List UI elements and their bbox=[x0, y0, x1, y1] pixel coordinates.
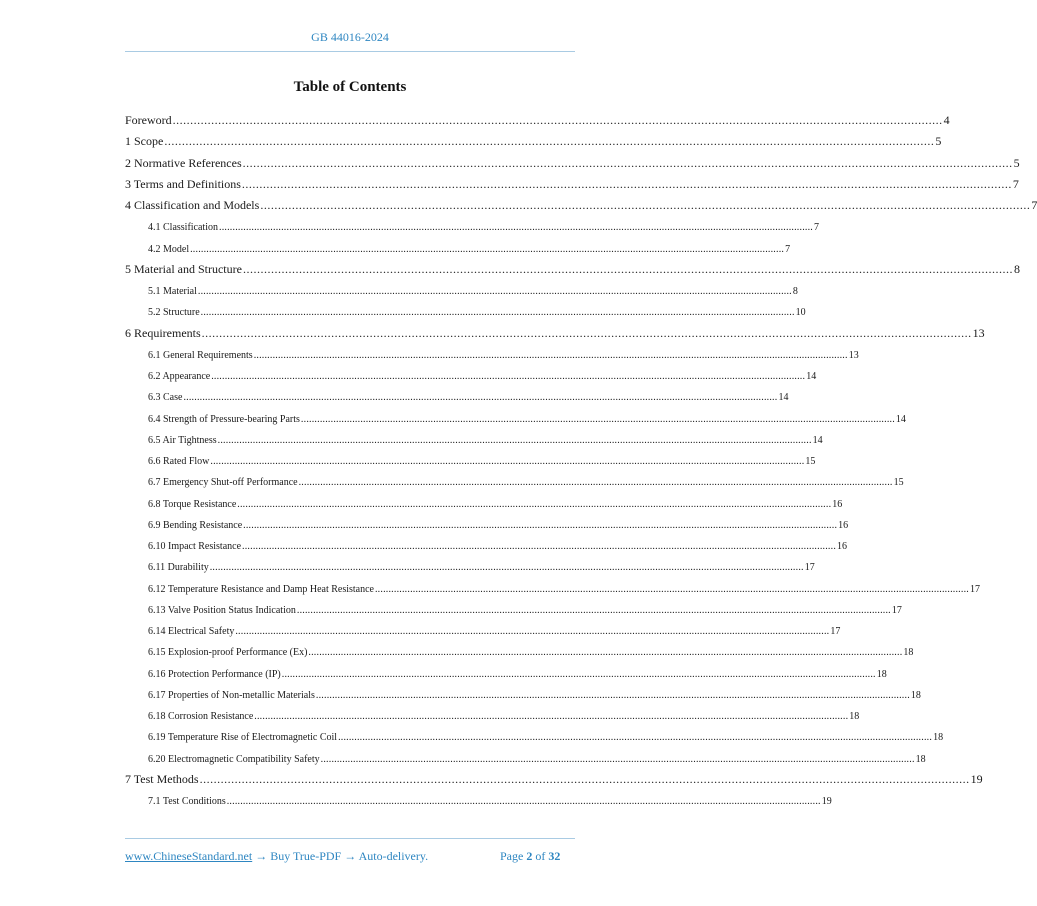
toc-entry-page: 4 bbox=[943, 113, 950, 127]
toc-leader-dots: ............................................................................................................................................................................................................................ bbox=[243, 519, 838, 531]
toc-entry-title: 4.1 Classification bbox=[148, 222, 218, 234]
footer-divider bbox=[125, 838, 575, 839]
page-indicator bbox=[500, 849, 560, 864]
toc-section-entry[interactable] bbox=[125, 771, 983, 787]
toc-entry-title: 6.9 Bending Resistance bbox=[148, 519, 243, 531]
toc-subsection-entry[interactable] bbox=[148, 477, 904, 489]
toc-entry-title: 6.14 Electrical Safety bbox=[148, 626, 235, 637]
toc-subsection-entry[interactable] bbox=[148, 604, 902, 617]
toc-entry-page: 14 bbox=[895, 413, 906, 425]
toc-leader-dots: ............................................................................................................................................................................................................................ bbox=[338, 732, 933, 744]
footer-promo bbox=[125, 849, 428, 864]
toc-subsection-entry[interactable] bbox=[148, 413, 906, 426]
toc-entry-page: 5 bbox=[935, 134, 942, 149]
toc-subsection-entry[interactable] bbox=[148, 349, 859, 362]
toc-entry-title: 6.10 Impact Resistance bbox=[148, 541, 242, 552]
toc-leader-dots: ............................................................................................................................................................................................................................ bbox=[190, 243, 785, 255]
toc-leader-dots: ............................................................................................................................................................................................................................ bbox=[315, 689, 910, 701]
toc-entry-page: 16 bbox=[832, 498, 843, 510]
toc-entry-page: 14 bbox=[806, 371, 817, 382]
toc-leader-dots: ............................................................................................................................................................................................................................ bbox=[298, 477, 893, 489]
toc-entry-page: 7 bbox=[785, 243, 791, 255]
toc-leader-dots: ............................................................................................................................................................................................................................ bbox=[183, 392, 778, 404]
toc-entry-page: 17 bbox=[830, 626, 841, 637]
toc-entry-page: 7 bbox=[814, 222, 819, 234]
promo-text: → Buy True-PDF → Auto-delivery. bbox=[252, 849, 429, 863]
toc-entry-page: 15 bbox=[893, 477, 904, 489]
toc-subsection-entry[interactable] bbox=[148, 541, 848, 553]
toc-leader-dots: ............................................................................................................................................................................................................................ bbox=[308, 647, 903, 659]
toc-entry-page: 7 bbox=[1031, 198, 1037, 212]
toc-entry-title: 6.11 Durability bbox=[148, 562, 209, 574]
toc-leader-dots: ............................................................................................................................................................................................................................ bbox=[226, 796, 821, 807]
toc-entry-page: 15 bbox=[805, 456, 816, 467]
toc-entry-title: 7 Test Methods bbox=[125, 771, 199, 786]
toc-section-entry[interactable] bbox=[125, 176, 1019, 192]
toc-entry-title: 6.15 Explosion-proof Performance (Ex) bbox=[148, 647, 308, 659]
toc-leader-dots: ............................................................................................................................................................................................................................ bbox=[320, 753, 915, 765]
toc-entry-page: 17 bbox=[891, 604, 902, 616]
toc-leader-dots: ............................................................................................................................................................................................................................ bbox=[242, 261, 1013, 276]
toc-entry-title: 6.2 Appearance bbox=[148, 371, 211, 382]
toc-entry-title: 2 Normative References bbox=[125, 155, 242, 170]
toc-entry-page: 18 bbox=[915, 753, 926, 765]
toc-leader-dots: ............................................................................................................................................................................................................................ bbox=[211, 371, 806, 382]
toc-entry-title: 6.7 Emergency Shut-off Performance bbox=[148, 477, 298, 489]
toc-entry-page: 19 bbox=[970, 771, 983, 786]
toc-entry-title: 6.19 Temperature Rise of Electromagnetic Coil bbox=[148, 732, 338, 744]
toc-section-entry[interactable] bbox=[125, 113, 950, 128]
toc-subsection-entry[interactable] bbox=[148, 711, 860, 723]
toc-section-entry[interactable] bbox=[125, 134, 942, 149]
toc-entry-page: 18 bbox=[933, 732, 944, 744]
toc-entry-title: 4.2 Model bbox=[148, 243, 190, 255]
toc-subsection-entry[interactable] bbox=[148, 456, 816, 468]
toc-leader-dots: ............................................................................................................................................................................................................................ bbox=[209, 562, 804, 574]
toc-subsection-entry[interactable] bbox=[148, 583, 980, 596]
toc-subsection-entry[interactable] bbox=[148, 392, 789, 404]
toc-subsection-entry[interactable] bbox=[148, 647, 914, 659]
toc-leader-dots: ............................................................................................................................................................................................................................ bbox=[172, 113, 943, 127]
toc-leader-dots: ............................................................................................................................................................................................................................ bbox=[254, 711, 849, 722]
toc-section-entry[interactable] bbox=[125, 261, 1020, 277]
toc-subsection-entry[interactable] bbox=[148, 222, 819, 234]
toc-entry-title: 6.13 Valve Position Status Indication bbox=[148, 604, 296, 616]
toc-entry-page: 10 bbox=[795, 307, 806, 319]
page-total: 32 bbox=[548, 849, 561, 863]
toc-entry-page: 13 bbox=[848, 349, 859, 361]
toc-subsection-entry[interactable] bbox=[148, 753, 926, 766]
toc-entry-page: 14 bbox=[778, 392, 789, 404]
toc-entry-title: 6.12 Temperature Resistance and Damp Heat Resistance bbox=[148, 583, 374, 595]
toc-subsection-entry[interactable] bbox=[148, 286, 798, 298]
toc-entry-title: 6.5 Air Tightness bbox=[148, 434, 217, 446]
toc-entry-title: 4 Classification and Models bbox=[125, 198, 260, 212]
toc-entry-title: 6.17 Properties of Non-metallic Materials bbox=[148, 689, 315, 701]
toc-entry-page: 19 bbox=[821, 796, 832, 807]
toc-entry-title: 6.16 Protection Performance (IP) bbox=[148, 668, 281, 680]
page-of: of bbox=[535, 849, 546, 863]
toc-entry-title: 7.1 Test Conditions bbox=[148, 796, 226, 807]
toc-entry-title: 6.8 Torque Resistance bbox=[148, 498, 237, 510]
toc-entry-title: Foreword bbox=[125, 113, 172, 127]
toc-entry-title: 1 Scope bbox=[125, 134, 164, 149]
toc-leader-dots: ............................................................................................................................................................................................................................ bbox=[201, 325, 972, 340]
toc-subsection-entry[interactable] bbox=[148, 519, 849, 532]
toc-leader-dots: ............................................................................................................................................................................................................................ bbox=[300, 413, 895, 425]
toc-leader-dots: ............................................................................................................................................................................................................................ bbox=[296, 604, 891, 616]
toc-entry-title: 6.3 Case bbox=[148, 392, 183, 404]
toc-leader-dots: ............................................................................................................................................................................................................................ bbox=[164, 134, 935, 149]
toc-leader-dots: ............................................................................................................................................................................................................................ bbox=[199, 771, 970, 786]
toc-subsection-entry[interactable] bbox=[148, 668, 887, 681]
toc-subsection-entry[interactable] bbox=[148, 498, 843, 511]
toc-entry-page: 8 bbox=[792, 286, 798, 297]
toc-entry-title: 6.20 Electromagnetic Compatibility Safety bbox=[148, 753, 320, 765]
toc-leader-dots: ............................................................................................................................................................................................................................ bbox=[210, 456, 805, 467]
toc-subsection-entry[interactable] bbox=[148, 732, 944, 744]
toc-leader-dots: ............................................................................................................................................................................................................................ bbox=[217, 434, 812, 446]
toc-leader-dots: ............................................................................................................................................................................................................................ bbox=[374, 583, 969, 595]
toc-entry-title: 6 Requirements bbox=[125, 325, 201, 340]
standard-code-header: GB 44016-2024 bbox=[311, 30, 389, 44]
toc-subsection-entry[interactable] bbox=[148, 243, 791, 256]
toc-subsection-entry[interactable] bbox=[148, 626, 841, 638]
toc-leader-dots: ............................................................................................................................................................................................................................ bbox=[235, 626, 830, 637]
toc-entry-title: 6.1 General Requirements bbox=[148, 349, 253, 361]
toc-section-entry[interactable] bbox=[125, 198, 1037, 213]
toc-entry-title: 3 Terms and Definitions bbox=[125, 176, 241, 191]
toc-leader-dots: ............................................................................................................................................................................................................................ bbox=[242, 155, 1013, 170]
toc-subsection-entry[interactable] bbox=[148, 307, 806, 319]
toc-leader-dots: ............................................................................................................................................................................................................................ bbox=[281, 668, 876, 680]
toc-section-entry[interactable] bbox=[125, 155, 1020, 171]
toc-subsection-entry[interactable] bbox=[148, 371, 817, 383]
toc-leader-dots: ............................................................................................................................................................................................................................ bbox=[241, 176, 1012, 191]
toc-entry-page: 18 bbox=[849, 711, 860, 722]
toc-entry-page: 18 bbox=[876, 668, 887, 680]
toc-entry-page: 18 bbox=[903, 647, 914, 659]
header-divider bbox=[125, 51, 575, 52]
site-link[interactable]: www.ChineseStandard.net bbox=[125, 849, 253, 863]
toc-leader-dots: ............................................................................................................................................................................................................................ bbox=[200, 307, 795, 319]
toc-leader-dots: ............................................................................................................................................................................................................................ bbox=[260, 198, 1031, 212]
toc-leader-dots: ............................................................................................................................................................................................................................ bbox=[242, 541, 837, 552]
page-title: Table of Contents bbox=[293, 79, 407, 95]
toc-subsection-entry[interactable] bbox=[148, 562, 815, 574]
toc-subsection-entry[interactable] bbox=[148, 689, 921, 702]
toc-subsection-entry[interactable] bbox=[148, 796, 832, 808]
toc-entry-page: 18 bbox=[910, 689, 921, 701]
toc-entry-title: 6.6 Rated Flow bbox=[148, 456, 210, 467]
toc-entry-title: 5.2 Structure bbox=[148, 307, 200, 319]
page-label: Page bbox=[500, 849, 524, 863]
toc-section-entry[interactable] bbox=[125, 325, 985, 341]
toc-entry-page: 8 bbox=[1013, 261, 1020, 276]
toc-entry-page: 7 bbox=[1012, 176, 1019, 191]
toc-entry-page: 16 bbox=[837, 541, 848, 552]
toc-leader-dots: ............................................................................................................................................................................................................................ bbox=[197, 286, 792, 297]
toc-entry-title: 6.18 Corrosion Resistance bbox=[148, 711, 254, 722]
toc-entry-page: 14 bbox=[812, 434, 823, 446]
toc-leader-dots: ............................................................................................................................................................................................................................ bbox=[219, 222, 813, 234]
toc-entry-page: 16 bbox=[838, 519, 849, 531]
toc-subsection-entry[interactable] bbox=[148, 434, 823, 447]
toc-leader-dots: ............................................................................................................................................................................................................................ bbox=[253, 349, 848, 361]
toc-entry-title: 5.1 Material bbox=[148, 286, 197, 297]
toc-entry-page: 17 bbox=[804, 562, 815, 574]
toc-entry-page: 17 bbox=[969, 583, 980, 595]
toc-leader-dots: ............................................................................................................................................................................................................................ bbox=[237, 498, 832, 510]
toc-entry-title: 6.4 Strength of Pressure-bearing Parts bbox=[148, 413, 300, 425]
toc-entry-page: 5 bbox=[1013, 155, 1020, 170]
toc-entry-title: 5 Material and Structure bbox=[125, 261, 242, 276]
page-current: 2 bbox=[526, 849, 533, 863]
toc-entry-page: 13 bbox=[972, 325, 985, 340]
